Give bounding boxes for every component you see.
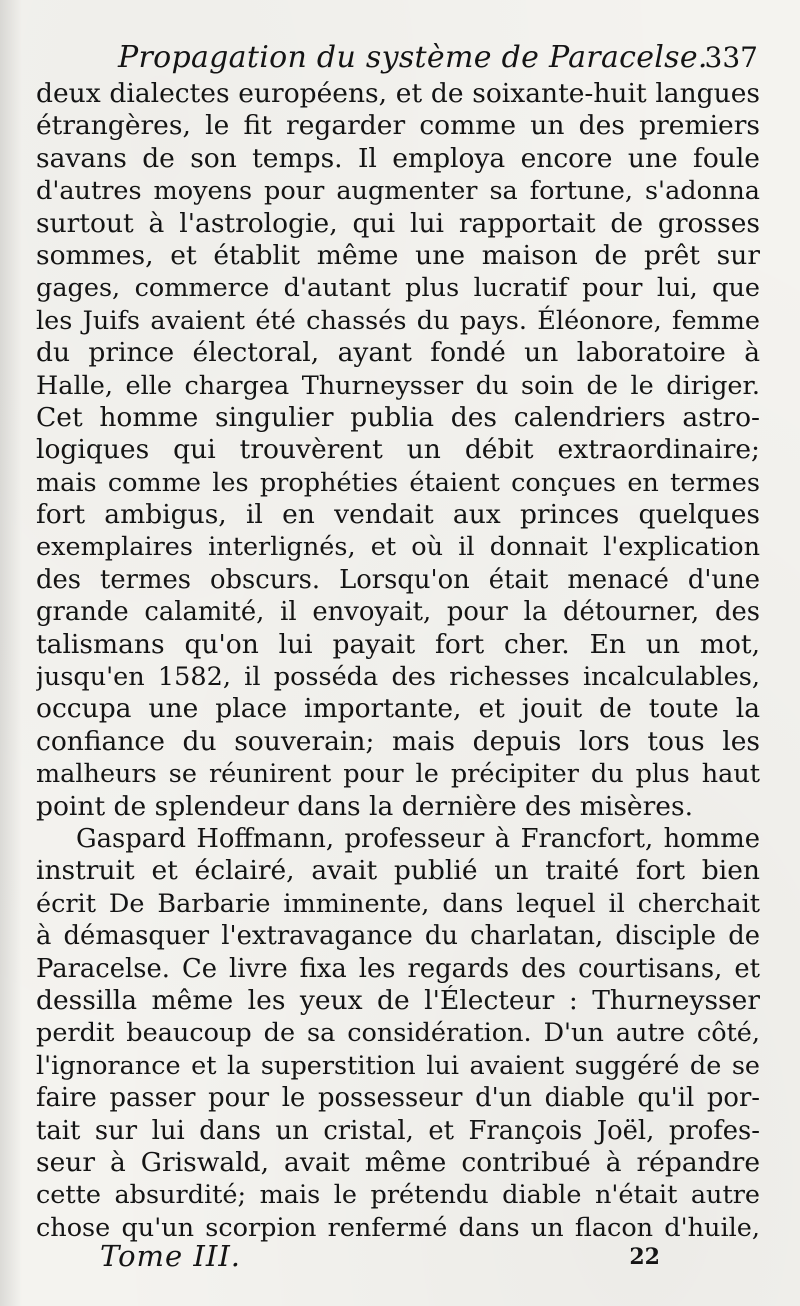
text-line: fort ambigus, il en vendait aux princes quelques <box>36 499 760 531</box>
text-line: seur à Griswald, avait même contribué à répandre <box>36 1146 760 1178</box>
text-line: malheurs se réunirent pour le précipiter du plus haut <box>36 759 760 790</box>
text-line: écrit De Barbarie imminente, dans lequel il cherchait <box>36 888 760 919</box>
volume-signature: Tome III. <box>100 1239 242 1273</box>
page-footer <box>100 1238 660 1278</box>
text-line: cette absurdité; mais le prétendu diable n'était autre <box>36 1180 760 1211</box>
text-line: à démasquer l'extravagance du charlatan, disciple de <box>36 921 760 952</box>
text-line: faire passer pour le possesseur d'un diable qu'il por- <box>36 1083 760 1114</box>
text-line: logiques qui trouvèrent un débit extraordinaire; <box>36 434 760 466</box>
text-line: étrangères, le fit regarder comme un des premiers <box>36 110 760 142</box>
text-line: gages, commerce d'autant plus lucratif pour lui, que <box>36 273 760 304</box>
text-line: des termes obscurs. Lorsqu'on était menacé d'une <box>36 564 760 595</box>
text-line: du prince électoral, ayant fondé un laboratoire à <box>36 337 760 369</box>
text-line: dessilla même les yeux de l'Électeur : Thurneysser <box>36 984 760 1016</box>
text-line: chose qu'un scorpion renfermé dans un flacon d'huile, <box>36 1212 760 1243</box>
text-line: mais comme les prophéties étaient conçues en termes <box>36 467 760 498</box>
text-line: deux dialectes européens, et de soixante-huit langues <box>36 78 760 109</box>
page-number: 337 <box>704 41 758 74</box>
text-line: talismans qu'on lui payait fort cher. En un mot, <box>36 628 760 660</box>
text-line: grande calamité, il envoyait, pour la détourner, des <box>36 597 760 628</box>
text-line: Paracelse. Ce livre fixa les regards des courtisans, et <box>36 953 760 984</box>
body-text <box>36 78 760 1244</box>
text-line: surtout à l'astrologie, qui lui rapportait de grosses <box>36 207 760 239</box>
binding-shadow <box>0 0 22 1306</box>
text-line: Halle, elle chargea Thurneysser du soin de le diriger. <box>36 370 760 401</box>
text-line: d'autres moyens pour augmenter sa fortune, s'adonna <box>36 176 760 207</box>
text-line: l'ignorance et la superstition lui avaient suggéré de se <box>36 1050 760 1081</box>
running-title: Propagation du système de Paracelse. <box>118 40 708 75</box>
text-line: perdit beaucoup de sa considération. D'un autre côté, <box>36 1018 760 1049</box>
text-line: Cet homme singulier publia des calendriers astro- <box>36 401 760 433</box>
text-line: tait sur lui dans un cristal, et François Joël, profes- <box>36 1115 760 1146</box>
sheet-number: 22 <box>629 1244 660 1270</box>
text-line: jusqu'en 1582, il posséda des richesses incalculables, <box>36 662 760 693</box>
text-line: sommes, et établit même une maison de prêt sur <box>36 239 760 271</box>
text-line: confiance du souverain; mais depuis lors tous les <box>36 725 760 757</box>
text-line: occupa une place importante, et jouit de toute la <box>36 693 760 725</box>
text-line: instruit et éclairé, avait publié un traité fort bien <box>36 855 760 887</box>
text-line: savans de son temps. Il employa encore une foule <box>36 142 760 174</box>
text-line: point de splendeur dans la dernière des misères. <box>36 790 693 822</box>
text-line: exemplaires interlignés, et où il donnait l'explication <box>36 532 760 563</box>
text-line: les Juifs avaient été chassés du pays. Éléonore, femme <box>36 305 760 336</box>
text-line: Gaspard Hoffmann, professeur à Francfort, homme <box>76 823 760 854</box>
